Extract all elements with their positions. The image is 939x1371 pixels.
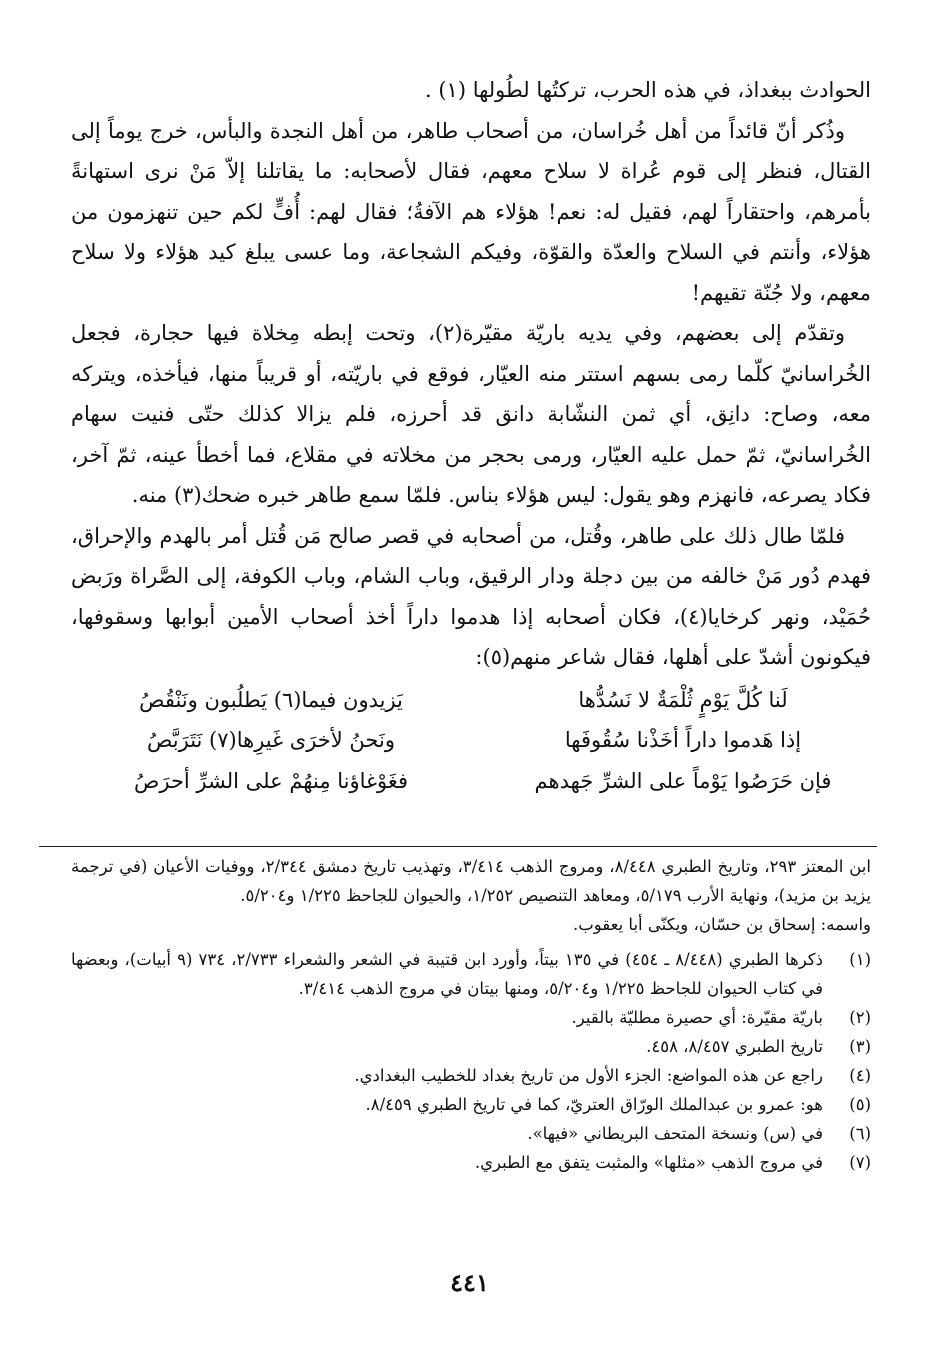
paragraph-continuation: الحوادث ببغداذ، في هذه الحرب، تركتُها لطُولها (١) . bbox=[425, 78, 871, 102]
footnote bbox=[71, 1148, 871, 1177]
footnote bbox=[71, 1003, 871, 1032]
verse-second-hemistich: يَزيدون فيما(٦) يَطلُبون ونَنْقُصُ bbox=[139, 687, 403, 712]
footnote-number: (١) bbox=[849, 950, 871, 969]
footnote bbox=[71, 1119, 871, 1148]
verse-line bbox=[71, 720, 871, 761]
verse-second-hemistich: فغَوْغاؤنا مِنهُمْ على الشرِّ أحرَصُ bbox=[133, 768, 409, 793]
footnote bbox=[71, 1090, 871, 1119]
verse-first-hemistich: لَنا كُلَّ يَوْمٍ ثُلْمَةٌ لا نَسُدُّها bbox=[578, 687, 788, 712]
page-number: ٤٤١ bbox=[450, 1268, 489, 1297]
verse-line bbox=[71, 761, 871, 802]
footnotes bbox=[71, 852, 871, 1177]
footnote-continuation: واسمه: إسحاق بن حسّان، ويكنّى أبا يعقوب. bbox=[572, 915, 871, 934]
paragraph: وتقدّم إلى بعضهم، وفي يديه باريّة مقيّرة(٢)، وتحت إبطه مِخلاة فيها حجارة، فجعل الخُراسانيّ كلّما رمى بسهم استتر منه العيّار، فوقع في باريّته، أو قريباً منها، فيأخذه، ويتركه معه، وصاح: دانِق، أي ثمن النشّابة دانق قد أحرزه، فلم يزالا كذلك حتّى فنيت سهام الخُراسانيّ، ثمّ حمل عليه العيّار، ورمى بحجر من مخلاته في مقلاع، فما أخطأ عينه، ثمّ آخر، فكاد يصرعه، فانهزم وهو يقول: ليس هؤلاء بناس. فلمّا سمع طاهر خبره ضحك(٣) منه. bbox=[71, 321, 871, 507]
footnote-text: في مروج الذهب «مثلها» والمثبت يتفق مع الطبري. bbox=[474, 1153, 823, 1172]
footnote-continuation: ابن المعتز ٢٩٣، وتاريخ الطبري ٨/٤٤٨، ومروج الذهب ٣/٤١٤، وتهذيب تاريخ دمشق ٢/٣٤٤، ووفيات الأعيان (في ترجمة يزيد بن مزيد)، ونهاية الأرب ٥/١٧٩، ومعاهد التنصيص ١/٢٥٢، والحيوان للجاحظ ١/٢٢٥ و٥/٢٠٤. bbox=[71, 857, 871, 905]
paragraph: وذُكر أنّ قائداً من أهل خُراسان، من أصحاب طاهر، من أهل النجدة والبأس، خرج يوماً إلى القتال، فنظر إلى قوم عُراة لا سلاح معهم، فقال لأصحابه: ما يقاتلنا إلاّ مَنْ نرى استهانةً بأمرهم، واحتقاراً لهم، فقيل له: نعم! هؤلاء هم الآفةُ؛ فقال لهم: أُفٍّ لكم حين تنهزمون من هؤلاء، وأنتم في السلاح والعدّة والقوّة، وفيكم الشجاعة، وما عسى يبلغ كيد هؤلاء ولا سلاح معهم، ولا جُنّة تقيهم! bbox=[71, 118, 871, 305]
footnote-number: (٤) bbox=[849, 1066, 871, 1085]
footnote-text: تاريخ الطبري ٨/٤٥٧، ٤٥٨. bbox=[646, 1037, 823, 1056]
poem bbox=[71, 680, 871, 802]
footnote bbox=[71, 1032, 871, 1061]
footnote-text: راجع عن هذه المواضع: الجزء الأول من تاريخ بغداد للخطيب البغدادي. bbox=[354, 1066, 823, 1085]
paragraph: فلمّا طال ذلك على طاهر، وقُتل، من أصحابه في قصر صالح مَن قُتل أمر بالهدم والإحراق، فهدم دُور مَنْ خالفه من بين دجلة ودار الرقيق، وباب الشام، وباب الكوفة، إلى الصَّراة ورَبض حُمَيْد، ونهر كرخايا(٤)، فكان أصحابه إذا هدموا داراً أخذ أصحاب الأمين أبوابها وسقوفها، فيكونون أشدّ على أهلها، فقال شاعر منهم(٥): bbox=[71, 523, 871, 669]
verse-first-hemistich: فإن حَرَصُوا يَوْماً على الشرِّ جَهدهم bbox=[534, 768, 832, 793]
footnote-divider bbox=[39, 846, 877, 847]
footnote-text: هو: عمرو بن عبدالملك الورّاق العتريّ، كما في تاريخ الطبري ٨/٤٥٩. bbox=[365, 1095, 823, 1114]
verse-second-hemistich: ونَحنُ لأخرَى غَيرِها(٧) نَتَرَبَّصُ bbox=[147, 728, 395, 752]
footnote-text: باريّة مقيّرة: أي حصيرة مطليّة بالقير. bbox=[571, 1008, 823, 1027]
footnote-number: (٦) bbox=[849, 1124, 871, 1143]
footnote-number: (٣) bbox=[849, 1037, 871, 1056]
footnote bbox=[71, 945, 871, 1003]
footnote-number: (٥) bbox=[849, 1095, 871, 1114]
footnote bbox=[71, 1061, 871, 1090]
verse-line bbox=[71, 680, 871, 721]
footnote-text: ذكرها الطبري (٨/٤٤٨ ـ ٤٥٤) في ١٣٥ بيتاً، وأورد ابن قتيبة في الشعر والشعراء ٢/٧٣٣، ٧٣٤ (٩ أبيات)، وبعضها في كتاب الحيوان للجاحظ ١/٢٢٥ و٥/٢٠٤، ومنها بيتان في مروج الذهب ٣/٤١٤. bbox=[71, 950, 824, 998]
footnote-list bbox=[71, 945, 871, 1177]
verse-first-hemistich: إذا هَدموا داراً أخَذْنا سُقُوفَها bbox=[564, 728, 802, 752]
footnote-text: في (س) ونسخة المتحف البريطاني «فيها». bbox=[527, 1124, 823, 1143]
footnote-number: (٧) bbox=[849, 1153, 871, 1172]
main-text bbox=[71, 70, 871, 801]
footnote-number: (٢) bbox=[849, 1008, 871, 1027]
